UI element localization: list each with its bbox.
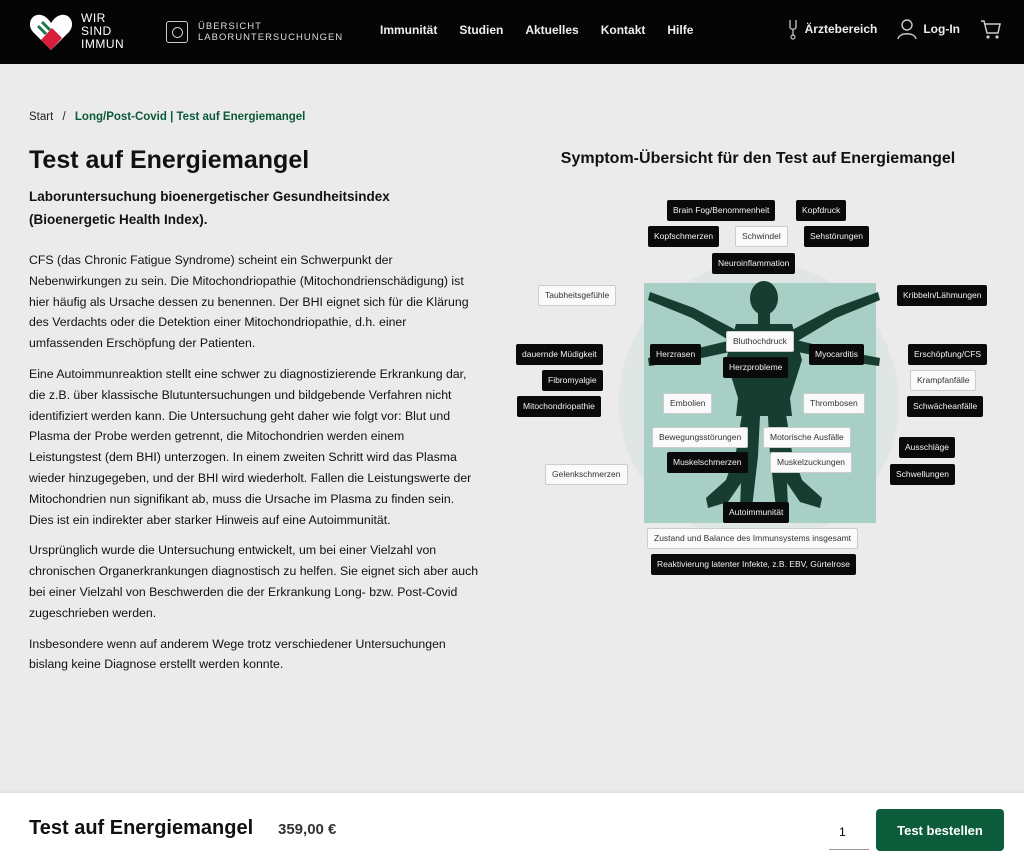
user-icon bbox=[897, 18, 917, 40]
top-header bbox=[0, 0, 1024, 64]
symptom-diagram bbox=[514, 190, 1009, 580]
description-paragraph: Ursprünglich wurde die Untersuchung entwickelt, um bei einer Vielzahl von chronischen Organerkrankungen diagnostisch zu helfen. Sie eignet sich aber auch bei einer Vielzahl von Beschwerden die der Erkrankung Long- bzw. Post-Covid zugeschrieben werden. bbox=[29, 543, 479, 620]
description-paragraph: Eine Autoimmunreaktion stellt eine schwer zu diagnostizierende Erkrankung dar, die z.B. über klassische Blutuntersuchungen und bildgebende Verfahren nicht identifiziert werden kann. Die Untersuchung geht daher wie folgt vor: Blut und Plasma der Probe werden getrennt, die Mitochondrien werden einem Leistungstest (dem BHI) unterzogen. In einem zweiten Schritt wird das Plasma wieder hinzugegeben, und der BHI wird wiederholt. Fallen die Leistungswerte der Mitochondrien nun signifikant ab, muss die Ursache im Plasma zu finden sein. Dies ist ein indirekter aber starker Hinweis auf eine Autoimmunität. bbox=[29, 366, 472, 527]
description-paragraph: Insbesondere wenn auf anderem Wege trotz verschiedener Untersuchungen bislang keine Diagnose erstellt werden konnte. bbox=[29, 636, 446, 672]
diagram-title: Symptom-Übersicht für den Test auf Energiemangel bbox=[560, 150, 956, 167]
symptom-tag: Bluthochdruck bbox=[726, 331, 794, 352]
quantity-input[interactable] bbox=[829, 814, 869, 850]
order-bar-title: Test auf Energiemangel bbox=[29, 817, 254, 839]
symptom-tag: Herzrasen bbox=[650, 344, 701, 365]
nav-item-immunitaet[interactable]: Immunität bbox=[380, 23, 438, 37]
symptom-tag: Erschöpfung/CFS bbox=[908, 344, 987, 365]
symptom-tag: Kribbeln/Lähmungen bbox=[897, 285, 987, 306]
symptom-tag: Embolien bbox=[663, 393, 712, 414]
symptom-tag: Mitochondriopathie bbox=[517, 396, 601, 417]
order-bar bbox=[0, 793, 1024, 855]
symptom-tag: Neuroinflammation bbox=[712, 253, 795, 274]
symptom-tag: Muskelschmerzen bbox=[667, 452, 748, 473]
page-title: Test auf Energiemangel bbox=[29, 146, 310, 174]
main-nav bbox=[380, 23, 693, 37]
symptom-tag: Gelenkschmerzen bbox=[545, 464, 628, 485]
logo-wordmark[interactable] bbox=[81, 12, 124, 51]
symptom-tag: dauernde Müdigkeit bbox=[516, 344, 603, 365]
breadcrumb-separator: / bbox=[62, 111, 66, 123]
symptom-tag: Schwindel bbox=[735, 226, 788, 247]
stethoscope-icon bbox=[787, 18, 799, 40]
header-actions bbox=[787, 18, 1002, 40]
breadcrumb-start[interactable]: Start bbox=[29, 111, 54, 123]
nav-item-aktuelles[interactable]: Aktuelles bbox=[525, 23, 579, 37]
breadcrumb-current[interactable]: Long/Post-Covid | Test auf Energiemangel bbox=[74, 111, 306, 123]
logo-line: IMMUN bbox=[81, 37, 125, 51]
cart-icon[interactable] bbox=[980, 18, 1002, 40]
price: 359,00 € bbox=[278, 821, 337, 838]
nav-item-studien[interactable]: Studien bbox=[459, 23, 504, 37]
symptom-tag: Reaktivierung latenter Infekte, z.B. EBV, Gürtelrose bbox=[651, 554, 856, 575]
overview-lab-tests-link[interactable] bbox=[166, 18, 343, 46]
symptom-tag: Zustand und Balance des Immunsystems insgesamt bbox=[647, 528, 858, 549]
logo-line: SIND bbox=[81, 24, 112, 38]
symptom-tag: Herzprobleme bbox=[723, 357, 788, 378]
logo-line: WIR bbox=[81, 11, 106, 25]
doctor-area-label: Ärztebereich bbox=[804, 22, 878, 36]
symptom-tag: Schwellungen bbox=[890, 464, 955, 485]
symptom-tag: Kopfdruck bbox=[796, 200, 846, 221]
symptom-tag: Bewegungsstörungen bbox=[652, 427, 748, 448]
order-button[interactable]: Test bestellen bbox=[876, 809, 1004, 851]
symptom-tag: Brain Fog/Benommenheit bbox=[667, 200, 775, 221]
symptom-tag: Schwächeanfälle bbox=[907, 396, 983, 417]
symptom-tag: Fibromyalgie bbox=[542, 370, 603, 391]
description-paragraph: CFS (das Chronic Fatigue Syndrome) scheint ein Schwerpunkt der Nebenwirkungen zu sein. Die Mitochondriopathie (Mitochondrienschädigung) ist hier häufig als Ursache dessen zu benennen. Der BHI eignet sich für die Klärung des Verdachts oder die Detektion einer Mitochondriopathie, d.h. einer umfassenden Erschöpfung der Patienten. bbox=[29, 253, 469, 351]
doctor-area-link[interactable] bbox=[787, 18, 878, 40]
overview-line: LABORUNTERSUCHUNGEN bbox=[198, 32, 344, 43]
page-subtitle: Laboruntersuchung bioenergetischer Gesundheitsindex (Bioenergetic Health Index). bbox=[29, 189, 390, 227]
symptom-tag: Muskelzuckungen bbox=[770, 452, 852, 473]
logo-heart-icon[interactable] bbox=[28, 10, 74, 54]
nav-item-kontakt[interactable]: Kontakt bbox=[600, 23, 646, 37]
login-link[interactable] bbox=[897, 18, 960, 40]
product-description bbox=[29, 146, 479, 685]
symptom-tag: Motorische Ausfälle bbox=[763, 427, 851, 448]
breadcrumb bbox=[29, 111, 305, 123]
symptom-tag: Autoimmunität bbox=[723, 502, 789, 523]
clinic-icon bbox=[166, 21, 188, 43]
login-label: Log-In bbox=[923, 22, 960, 36]
overview-line: ÜBERSICHT bbox=[198, 21, 262, 32]
symptom-tag: Thrombosen bbox=[803, 393, 865, 414]
symptom-tag: Sehstörungen bbox=[804, 226, 869, 247]
symptom-tag: Myocarditis bbox=[809, 344, 864, 365]
nav-item-hilfe[interactable]: Hilfe bbox=[667, 23, 694, 37]
symptom-tag: Kopfschmerzen bbox=[648, 226, 719, 247]
symptom-tag: Ausschläge bbox=[899, 437, 955, 458]
symptom-tag: Krampfanfälle bbox=[910, 370, 976, 391]
symptom-tag: Taubheitsgefühle bbox=[538, 285, 616, 306]
